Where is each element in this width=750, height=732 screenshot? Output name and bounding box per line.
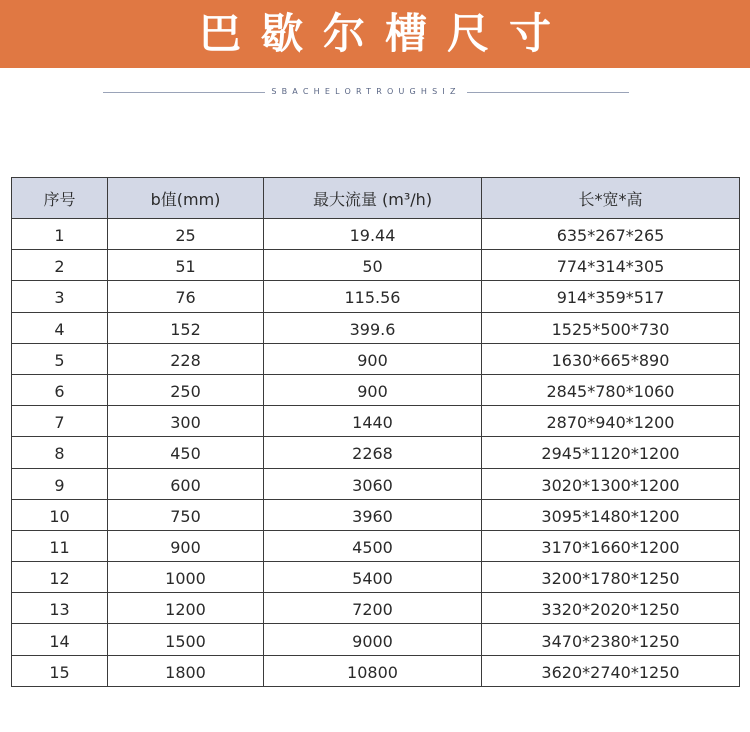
- divider-line-left: [103, 92, 265, 93]
- table-row: [12, 406, 740, 437]
- table-row: [12, 219, 740, 250]
- cell-index: 14: [12, 624, 108, 655]
- cell-dimensions: 3170*1660*1200: [482, 530, 740, 561]
- cell-b-value: 300: [108, 406, 264, 437]
- cell-max-flow: 7200: [264, 593, 482, 624]
- page-title: 巴歇尔槽尺寸: [198, 9, 571, 58]
- cell-b-value: 600: [108, 468, 264, 499]
- cell-b-value: 25: [108, 219, 264, 250]
- header-b-value: b值(mm): [108, 178, 264, 219]
- header-dimensions: 长*宽*高: [482, 178, 740, 219]
- cell-max-flow: 399.6: [264, 312, 482, 343]
- cell-dimensions: 3020*1300*1200: [482, 468, 740, 499]
- cell-dimensions: 2870*940*1200: [482, 406, 740, 437]
- cell-b-value: 152: [108, 312, 264, 343]
- cell-max-flow: 2268: [264, 437, 482, 468]
- table-row: [12, 468, 740, 499]
- table-row: [12, 530, 740, 561]
- cell-b-value: 250: [108, 374, 264, 405]
- cell-dimensions: 2845*780*1060: [482, 374, 740, 405]
- table-row: [12, 562, 740, 593]
- cell-dimensions: 1630*665*890: [482, 343, 740, 374]
- cell-index: 15: [12, 655, 108, 686]
- cell-dimensions: 914*359*517: [482, 281, 740, 312]
- cell-b-value: 76: [108, 281, 264, 312]
- cell-index: 6: [12, 374, 108, 405]
- header-max-flow-label: 最大流量: [312, 189, 377, 209]
- cell-max-flow: 4500: [264, 530, 482, 561]
- cell-dimensions: 3095*1480*1200: [482, 499, 740, 530]
- table-row: [12, 250, 740, 281]
- cell-b-value: 1800: [108, 655, 264, 686]
- table-row: [12, 437, 740, 468]
- header-index: 序号: [12, 178, 108, 219]
- cell-index: 9: [12, 468, 108, 499]
- cell-b-value: 450: [108, 437, 264, 468]
- cell-max-flow: 19.44: [264, 219, 482, 250]
- cell-max-flow: 50: [264, 250, 482, 281]
- cell-dimensions: 1525*500*730: [482, 312, 740, 343]
- cell-max-flow: 3960: [264, 499, 482, 530]
- cell-b-value: 1200: [108, 593, 264, 624]
- size-table: [11, 177, 740, 687]
- cell-index: 3: [12, 281, 108, 312]
- cell-max-flow: 900: [264, 374, 482, 405]
- table-row: [12, 374, 740, 405]
- cell-dimensions: 3200*1780*1250: [482, 562, 740, 593]
- cell-dimensions: 635*267*265: [482, 219, 740, 250]
- subtitle-text: SBACHELORTROUGHSIZ: [271, 87, 461, 96]
- cell-index: 13: [12, 593, 108, 624]
- cell-b-value: 1500: [108, 624, 264, 655]
- cell-index: 11: [12, 530, 108, 561]
- table-row: [12, 593, 740, 624]
- table-row: [12, 655, 740, 686]
- cell-b-value: 750: [108, 499, 264, 530]
- cell-max-flow: 1440: [264, 406, 482, 437]
- cell-dimensions: 774*314*305: [482, 250, 740, 281]
- cell-index: 4: [12, 312, 108, 343]
- header-max-flow-unit: (m³/h): [382, 189, 433, 209]
- divider-line-right: [467, 92, 629, 93]
- cell-index: 7: [12, 406, 108, 437]
- cell-dimensions: 3470*2380*1250: [482, 624, 740, 655]
- table-row: [12, 624, 740, 655]
- cell-index: 1: [12, 219, 108, 250]
- cell-dimensions: 2945*1120*1200: [482, 437, 740, 468]
- subtitle-divider: [103, 84, 629, 100]
- cell-b-value: 1000: [108, 562, 264, 593]
- cell-index: 5: [12, 343, 108, 374]
- table-header-row: [12, 178, 740, 219]
- cell-dimensions: 3320*2020*1250: [482, 593, 740, 624]
- cell-index: 10: [12, 499, 108, 530]
- table-row: [12, 499, 740, 530]
- title-banner: [0, 0, 750, 68]
- cell-b-value: 228: [108, 343, 264, 374]
- cell-index: 8: [12, 437, 108, 468]
- table-row: [12, 281, 740, 312]
- cell-b-value: 51: [108, 250, 264, 281]
- cell-dimensions: 3620*2740*1250: [482, 655, 740, 686]
- cell-max-flow: 3060: [264, 468, 482, 499]
- cell-max-flow: 5400: [264, 562, 482, 593]
- cell-index: 12: [12, 562, 108, 593]
- table-row: [12, 343, 740, 374]
- cell-max-flow: 10800: [264, 655, 482, 686]
- cell-b-value: 900: [108, 530, 264, 561]
- cell-max-flow: 115.56: [264, 281, 482, 312]
- table-row: [12, 312, 740, 343]
- header-max-flow: [264, 178, 482, 219]
- cell-max-flow: 9000: [264, 624, 482, 655]
- cell-index: 2: [12, 250, 108, 281]
- cell-max-flow: 900: [264, 343, 482, 374]
